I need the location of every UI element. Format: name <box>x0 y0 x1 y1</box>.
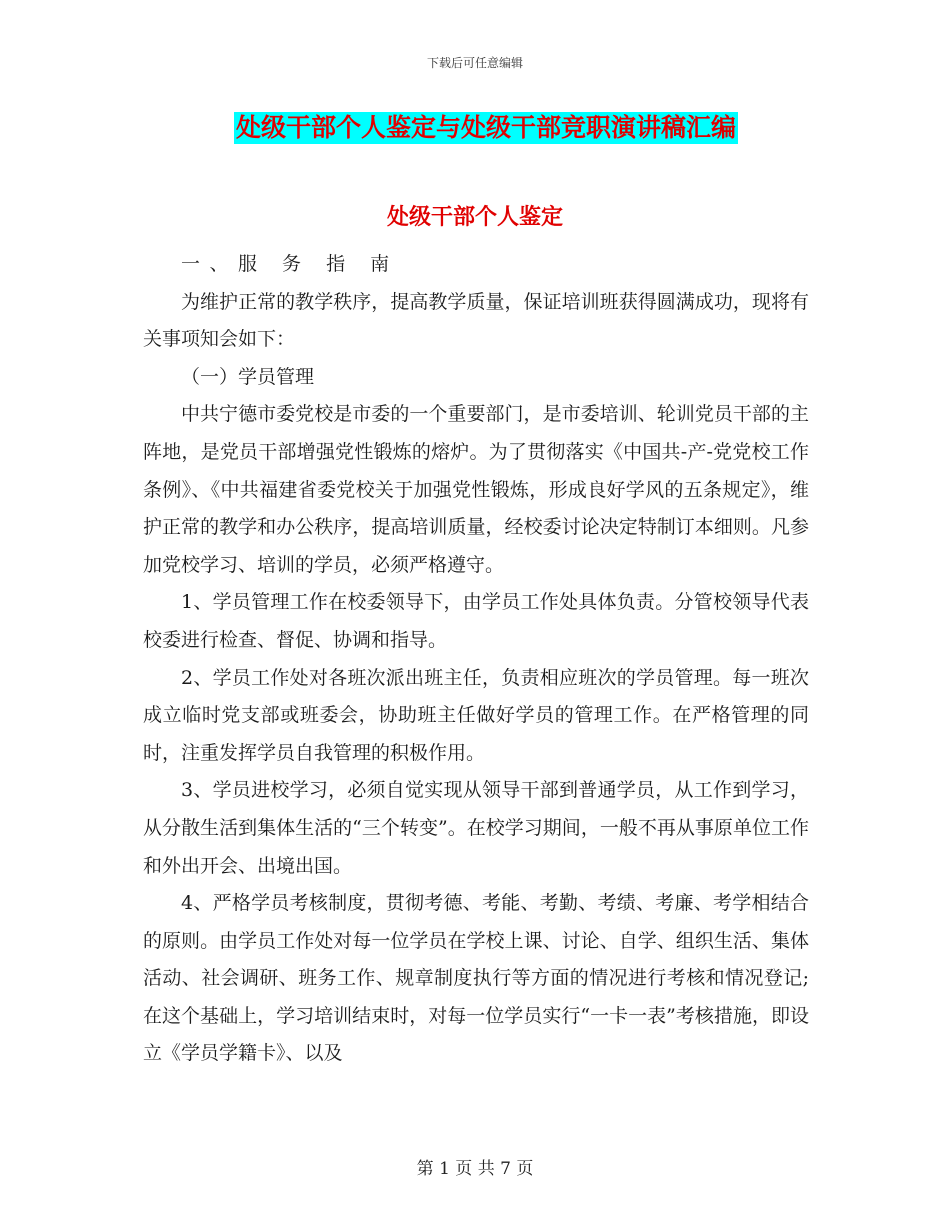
paragraph-rule-2: 2、学员工作处对各班次派出班主任，负责相应班次的学员管理。每一班次成立临时党支部或班委会，协助班主任做好学员的管理工作。在严格管理的同时，注重发挥学员自我管理的积极作用。 <box>143 666 809 764</box>
document-body <box>143 246 809 1073</box>
page-number-footer: 第 1 页 共 7 页 <box>416 1159 534 1179</box>
section-title: 处级干部个人鉴定 <box>386 204 563 230</box>
paragraph-rule-1: 1、学员管理工作在校委领导下，由学员工作处具体负责。分管校领导代表校委进行检查、督促、协调和指导。 <box>143 591 809 651</box>
page-header-note: 下载后可任意编辑 <box>426 56 523 70</box>
paragraph-rule-3: 3、学员进校学习，必须自觉实现从领导干部到普通学员，从工作到学习，从分散生活到集体生活的“三个转变”。在校学习期间，一般不再从事原单位工作和外出开会、出境出国。 <box>143 779 809 877</box>
heading-service-guide: 一、服 务 指 南 <box>181 253 399 275</box>
paragraph-rule-4: 4、严格学员考核制度，贯彻考德、考能、考勤、考绩、考廉、考学相结合的原则。由学员工作处对每一位学员在学校上课、讨论、自学、组织生活、集体活动、社会调研、班务工作、规章制度执行等方面的情况进行考核和情况登记;在这个基础上，学习培训结束时，对每一位学员实行“一卡一表”考核措施，即设立《学员学籍卡》、以及 <box>143 892 809 1065</box>
paragraph-intro: 为维护正常的教学秩序，提高教学质量，保证培训班获得圆满成功，现将有关事项知会如下： <box>143 290 809 351</box>
paragraph-party-school: 中共宁德市委党校是市委的一个重要部门，是市委培训、轮训党员干部的主阵地，是党员干部增强党性锻炼的熔炉。为了贯彻落实《中国共-产-党党校工作条例》、《中共福建省委党校关于加强党性锻炼，形成良好学风的五条规定》，维护正常的教学和办公秩序，提高培训质量，经校委讨论决定特制订本细则。凡参加党校学习、培训的学员，必须严格遵守。 <box>143 403 809 576</box>
heading-student-management: （一）学员管理 <box>181 365 315 388</box>
document-title: 处级干部个人鉴定与处级干部竞职演讲稿汇编 <box>236 113 737 142</box>
